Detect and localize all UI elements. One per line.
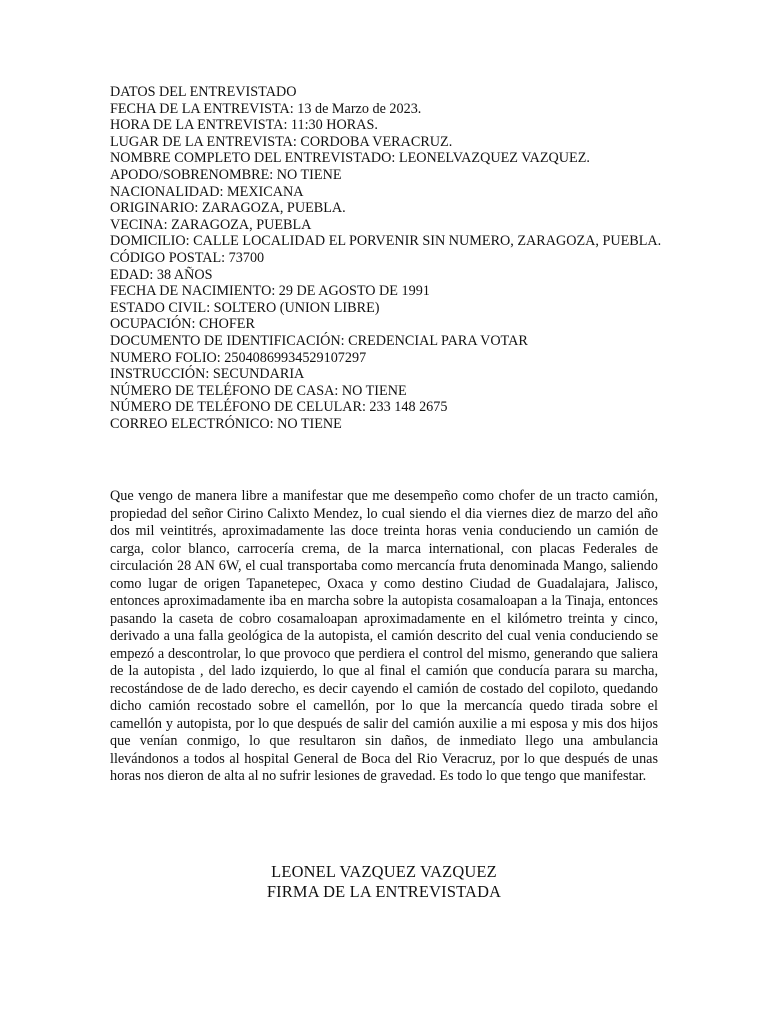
interview-date-field: FECHA DE LA ENTREVISTA: 13 de Marzo de 2023. xyxy=(110,100,422,117)
origin-field: ORIGINARIO: ZARAGOZA, PUEBLA. xyxy=(110,200,346,217)
postal-code-field: CÓDIGO POSTAL: 73700 xyxy=(110,249,265,266)
civil-status-field: ESTADO CIVIL: SOLTERO (UNION LIBRE) xyxy=(110,299,380,316)
birth-date-field: FECHA DE NACIMIENTO: 29 DE AGOSTO DE 1991 xyxy=(110,283,430,300)
signature-caption: FIRMA DE LA ENTREVISTADA xyxy=(266,882,502,901)
nickname-field: APODO/SOBRENOMBRE: NO TIENE xyxy=(110,166,342,183)
full-name-field: NOMBRE COMPLETO DEL ENTREVISTADO: LEONELVAZQUEZ VAZQUEZ. xyxy=(110,150,590,167)
occupation-field: OCUPACIÓN: CHOFER xyxy=(110,316,255,333)
id-document-field: DOCUMENTO DE IDENTIFICACIÓN: CREDENCIAL PARA VOTAR xyxy=(110,332,528,349)
signature-block xyxy=(0,862,768,902)
section-heading: DATOS DEL ENTREVISTADO xyxy=(110,84,297,100)
education-field: INSTRUCCIÓN: SECUNDARIA xyxy=(110,366,305,383)
interview-place-field: LUGAR DE LA ENTREVISTA: CORDOBA VERACRUZ. xyxy=(110,133,453,150)
nationality-field: NACIONALIDAD: MEXICANA xyxy=(110,183,304,200)
home-phone-field: NÚMERO DE TELÉFONO DE CASA: NO TIENE xyxy=(110,382,407,399)
interview-time-field: HORA DE LA ENTREVISTA: 11:30 HORAS. xyxy=(110,117,378,134)
address-field: DOMICILIO: CALLE LOCALIDAD EL PORVENIR SIN NUMERO, ZARAGOZA, PUEBLA. xyxy=(110,233,662,250)
email-field: CORREO ELECTRÓNICO: NO TIENE xyxy=(110,415,342,432)
statement-paragraph: Que vengo de manera libre a manifestar que me desempeño como chofer de un tracto camión, propiedad del señor Cirino Calixto Mendez, lo cual siendo el dia viernes diez de marzo del año dos mil veintitrés, aproximadamente las doce treinta horas venia conduciendo un camión de carga, color blanco, carrocería crema, de la marca international, con placas Federales de circulación 28 AN 6W, el cual transportaba como mercancía fruta denominada Mango, saliendo como lugar de origen Tapanetepec, Oxaca y como destino Ciudad de Guadalajara, Jalisco, entonces aproximadamente iba en marcha sobre la autopista cosamaloapan a la Tinaja, entonces pasando la caseta de cobro cosamaloapan aproximadamente en el kilómetro treinta y cinco, derivado a una falla geológica de la autopista, el camión descrito del cual venia conduciendo se empezó a descontrolar, lo que provoco que perdiera el control del mismo, generando que saliera de la autopista , del lado izquierdo, lo que al final el camión que conducía parara su marcha, recostándose de de lado derecho, es decir cayendo el camión de costado del copiloto, quedando dicho camión recostado sobre el camellón, por lo que la mercancía quedo tirada sobre el camellón y autopista, por lo que después de salir del camión auxilie a mi esposa y mis dos hijos que venían conmigo, lo que resultaron sin daños, de inmediato llego una ambulancia llevándonos a todos al hospital General de Boca del Rio Veracruz, por lo que después de unas horas nos dieron de alta al no sufrir lesiones de gravedad. Es todo lo que tengo que manifestar. xyxy=(110,488,658,785)
age-field: EDAD: 38 AÑOS xyxy=(110,266,213,283)
signature-name: LEONEL VAZQUEZ VAZQUEZ xyxy=(271,862,497,881)
folio-number-field: NUMERO FOLIO: 25040869934529107297 xyxy=(110,349,367,366)
cell-phone-field: NÚMERO DE TELÉFONO DE CELULAR: 233 148 2675 xyxy=(110,399,448,416)
residence-field: VECINA: ZARAGOZA, PUEBLA xyxy=(110,216,312,233)
interviewee-data-block xyxy=(110,84,670,432)
